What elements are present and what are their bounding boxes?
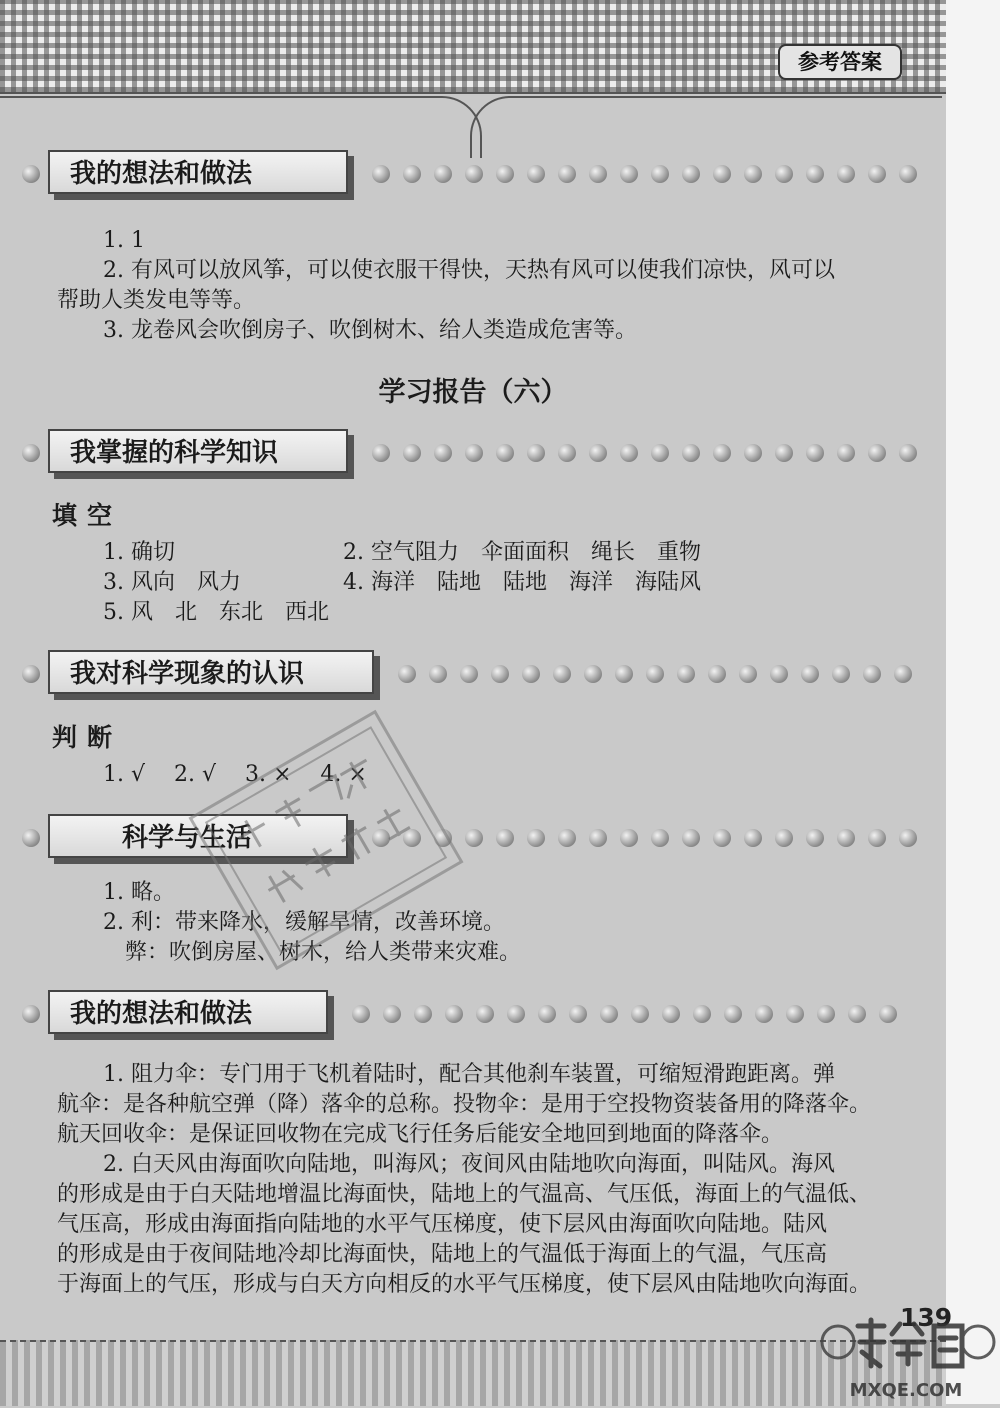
logo-url: MXQE.COM xyxy=(849,1380,963,1401)
answer-line: 的形成是由于夜间陆地冷却比海面快，陆地上的气温低于海面上的气温，气压高 xyxy=(57,1242,828,1267)
answer-line: 1. 确切 xyxy=(103,540,175,565)
bullet-dot-icon xyxy=(22,1005,40,1023)
section-title: 我的想法和做法 xyxy=(48,150,348,194)
answer-line: 于海面上的气压，形成与白天方向相反的水平气压梯度，使下层风由陆地吹向海面。 xyxy=(57,1272,872,1297)
dot-row xyxy=(398,665,912,683)
section-header-ideas-2 xyxy=(22,986,942,1046)
bullet-dot-icon xyxy=(22,165,40,183)
subheading-fill: 填空 xyxy=(52,501,123,530)
watermark-logo xyxy=(818,1312,998,1404)
answer-line: 3. 龙卷风会吹倒房子、吹倒树木、给人类造成危害等。 xyxy=(103,318,637,343)
subheading-judge: 判断 xyxy=(52,723,123,752)
section-title: 我对科学现象的认识 xyxy=(48,650,374,694)
page-right-edge xyxy=(946,0,1000,1404)
answer-line: 2. 有风可以放风筝，可以使衣服干得快，天热有风可以使我们凉快，风可以 xyxy=(103,258,835,283)
bullet-dot-icon xyxy=(22,444,40,462)
dot-row xyxy=(372,165,917,183)
answer-line: 弊：吹倒房屋、树木，给人类带来灾难。 xyxy=(125,940,522,965)
header-label: 参考答案 xyxy=(778,44,902,80)
bullet-dot-icon xyxy=(22,829,40,847)
answer-line: 1. 略。 xyxy=(103,880,175,905)
answer-line: 1. 1 xyxy=(103,228,145,253)
section-header-phenomena xyxy=(22,646,942,706)
answer-line: 2. 空气阻力 伞面面积 绳长 重物 xyxy=(343,540,701,565)
answer-line: 航天回收伞：是保证回收物在完成飞行任务后能安全地回到地面的降落伞。 xyxy=(57,1122,784,1147)
dot-row xyxy=(372,444,917,462)
section-title: 我掌握的科学知识 xyxy=(48,429,348,473)
section-header-life xyxy=(22,810,942,870)
answer-line: 航伞：是各种航空弹（降）落伞的总称。投物伞：是用于空投物资装备用的降落伞。 xyxy=(57,1092,872,1117)
bullet-dot-icon xyxy=(22,665,40,683)
logo-graphic xyxy=(818,1312,998,1404)
answer-line: 5. 风 北 东北 西北 xyxy=(103,600,329,625)
section-header-ideas-1 xyxy=(22,146,942,206)
answer-line: 2. 利：带来降水，缓解旱情，改善环境。 xyxy=(103,910,505,935)
page-number: 139 xyxy=(900,1303,953,1332)
section-header-knowledge xyxy=(22,425,942,485)
report-title: 学习报告（六） xyxy=(378,377,568,408)
answer-line: 2. 白天风由海面吹向陆地，叫海风；夜间风由陆地吹向海面，叫陆风。海风 xyxy=(103,1152,835,1177)
answer-line: 帮助人类发电等等。 xyxy=(57,288,256,313)
section-title: 科学与生活 xyxy=(48,814,348,858)
answer-line: 气压高，形成由海面指向陆地的水平气压梯度，使下层风由海面吹向陆地。陆风 xyxy=(57,1212,828,1237)
answer-line: 3. 风向 风力 xyxy=(103,570,241,595)
dot-row xyxy=(352,1005,897,1023)
answer-line: 4. 海洋 陆地 陆地 海洋 海陆风 xyxy=(343,570,701,595)
answer-line: 1. 阻力伞：专门用于飞机着陆时，配合其他刹车装置，可缩短滑跑距离。弹 xyxy=(103,1062,835,1087)
footer-band xyxy=(0,1340,946,1406)
answer-line: 1. √ 2. √ 3. × 4. × xyxy=(103,762,367,787)
answer-line: 的形成是由于白天陆地增温比海面快，陆地上的气温高、气压低，海面上的气温低、 xyxy=(57,1182,872,1207)
section-title: 我的想法和做法 xyxy=(48,990,328,1034)
